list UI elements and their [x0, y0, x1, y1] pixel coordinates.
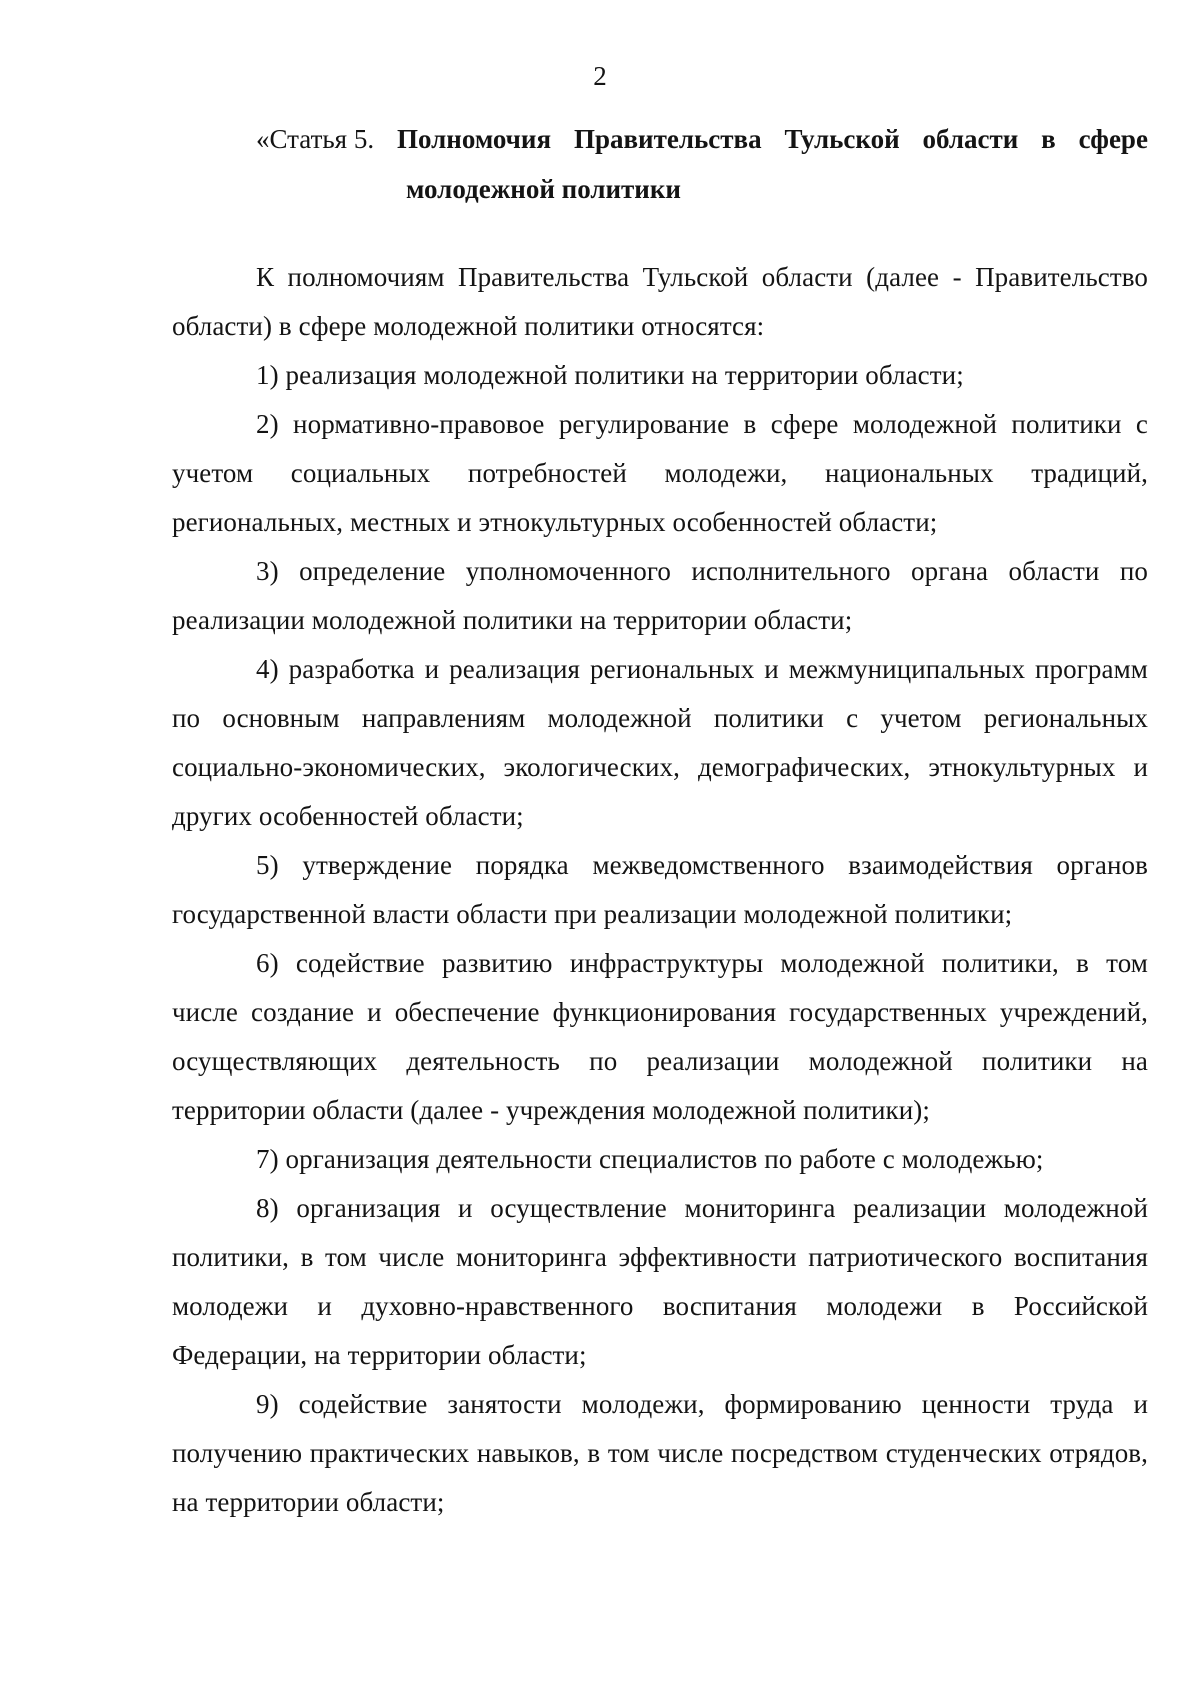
- article-number: «Статья 5.: [256, 124, 375, 154]
- list-item: 8) организация и осуществление мониторинга реализации молодежной политики, в том числе мониторинга эффективности патриотического воспитания молодежи и духовно-нравственного воспитания молодежи в Российской Федерации, на территории области;: [172, 1193, 1148, 1370]
- article-title-word: Тульской: [784, 124, 900, 154]
- article-title-word: сфере: [1078, 124, 1148, 154]
- intro-paragraph: К полномочиям Правительства Тульской области (далее - Правительство области) в сфере молодежной политики относятся:: [172, 262, 1148, 341]
- list-item: 1) реализация молодежной политики на территории области;: [256, 360, 964, 390]
- list-item: 9) содействие занятости молодежи, формированию ценности труда и получению практических навыков, в том числе посредством студенческих отрядов, на территории области;: [172, 1389, 1148, 1517]
- article-heading-line-2: молодежной политики: [406, 174, 681, 204]
- list-item: 6) содействие развитию инфраструктуры молодежной политики, в том числе создание и обеспечение функционирования государственных учреждений, осуществляющих деятельность по реализации молодежной политики на территории области (далее - учреждения молодежной политики);: [172, 948, 1148, 1125]
- list-item: 2) нормативно-правовое регулирование в сфере молодежной политики с учетом социальных потребностей молодежи, национальных традиций, региональных, местных и этнокультурных особенностей области;: [172, 409, 1148, 537]
- list-item: 7) организация деятельности специалистов по работе с молодежью;: [256, 1144, 1044, 1174]
- article-body: [172, 253, 1148, 1527]
- article-heading-line-1: [256, 114, 1148, 164]
- list-item: 4) разработка и реализация региональных и межмуниципальных программ по основным направлениям молодежной политики с учетом региональных социально-экономических, экологических, демографических, этнокультурных и других особенностей области;: [172, 654, 1148, 831]
- page-number: 2: [593, 61, 607, 91]
- article-title-word: в: [1041, 124, 1056, 154]
- article-title-word: Правительства: [573, 124, 762, 154]
- list-item: 3) определение уполномоченного исполнительного органа области по реализации молодежной политики на территории области;: [172, 556, 1148, 635]
- article-title-word: области: [922, 124, 1019, 154]
- article-heading: [256, 114, 1148, 214]
- list-item: 5) утверждение порядка межведомственного взаимодействия органов государственной власти области при реализации молодежной политики;: [172, 850, 1148, 929]
- article-title-word: Полномочия: [396, 124, 552, 154]
